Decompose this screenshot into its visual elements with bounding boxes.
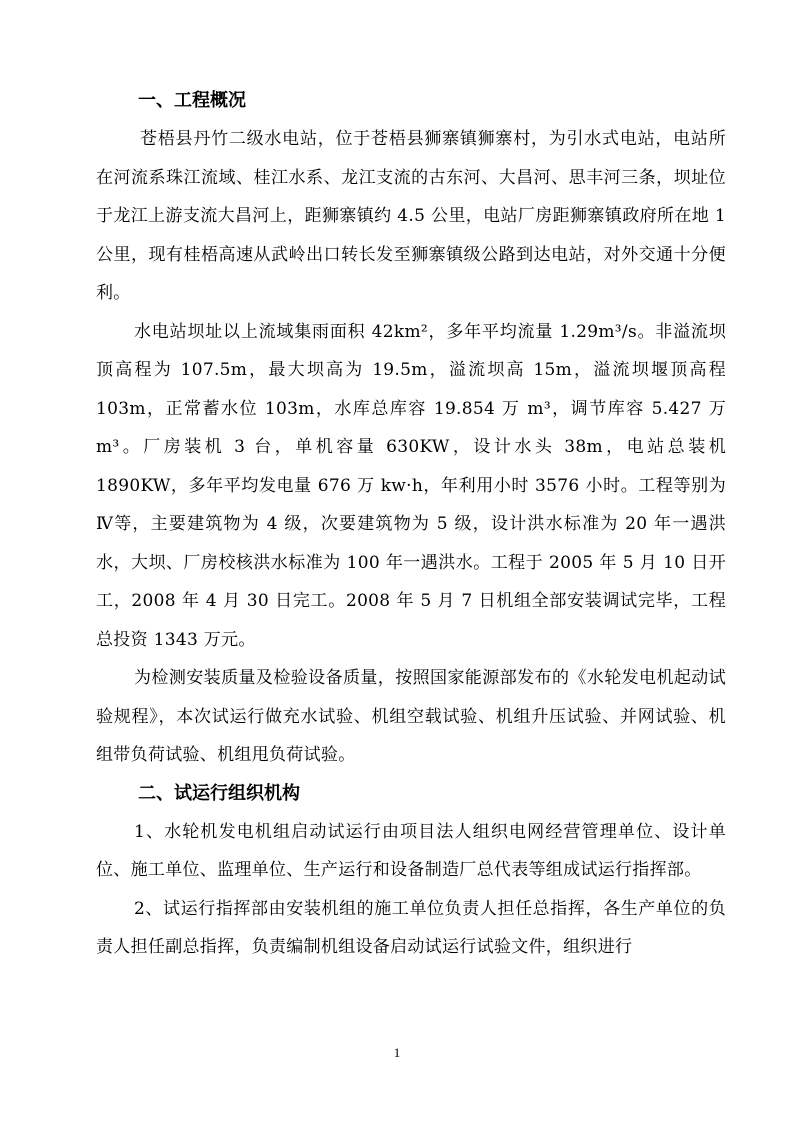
- section-heading-overview: 一、工程概况: [138, 90, 246, 111]
- paragraph-overview-location: 苍梧县丹竹二级水电站，位于苍梧县狮寨镇狮寨村，为引水式电站，电站所在河流系珠江流域、桂江水系、龙江支流的古东河、大昌河、思丰河三条，坝址位于龙江上游支流大昌河上，距狮寨镇约 4.5 公里，电站厂房距狮寨镇政府所在地 1 公里，现有桂梧高速从武岭出口转长发至狮寨镇级公路到达电站，对外交通十分便利。: [96, 129, 726, 303]
- page-number: 1: [393, 1045, 401, 1060]
- paragraph-organization-item-2: 2、试运行指挥部由安装机组的施工单位负责人担任总指挥，各生产单位的负责人担任副总指挥，负责编制机组设备启动试运行试验文件，组织进行: [96, 898, 726, 957]
- paragraph-organization-item-1: 1、水轮机发电机组启动试运行由项目法人组织电网经营管理单位、设计单位、施工单位、监理单位、生产运行和设备制造厂总代表等组成试运行指挥部。: [96, 821, 726, 880]
- paragraph-overview-parameters: 水电站坝址以上流域集雨面积 42km²，多年平均流量 1.29m³/s。非溢流坝顶高程为 107.5m，最大坝高为 19.5m，溢流坝高 15m，溢流坝堰顶高程 103m，正常蓄水位 103m，水库总库容 19.854 万 m³，调节库容 5.427 万 m³。厂房装机 3 台，单机容量 630KW，设计水头 38m，电站总装机 1890KW，多年平均发电量 676 万 kw·h，年利用小时 3576 小时。工程等别为Ⅳ等，主要建筑物为 4 级，次要建筑物为 5 级，设计洪水标准为 20 年一遇洪水，大坝、厂房校核洪水标准为 100 年一遇洪水。工程于 2005 年 5 月 10 日开工，2008 年 4 月 30 日完工。2008 年 5 月 7 日机组全部安装调试完毕，工程总投资 1343 万元。: [96, 321, 726, 650]
- paragraph-overview-tests: 为检测安装质量及检验设备质量，按照国家能源部发布的《水轮发电机起动试验规程》，本次试运行做充水试验、机组空载试验、机组升压试验、并网试验、机组带负荷试验、机组甩负荷试验。: [96, 668, 726, 765]
- document-body: [96, 82, 726, 967]
- section-heading-organization: 二、试运行组织机构: [138, 782, 300, 804]
